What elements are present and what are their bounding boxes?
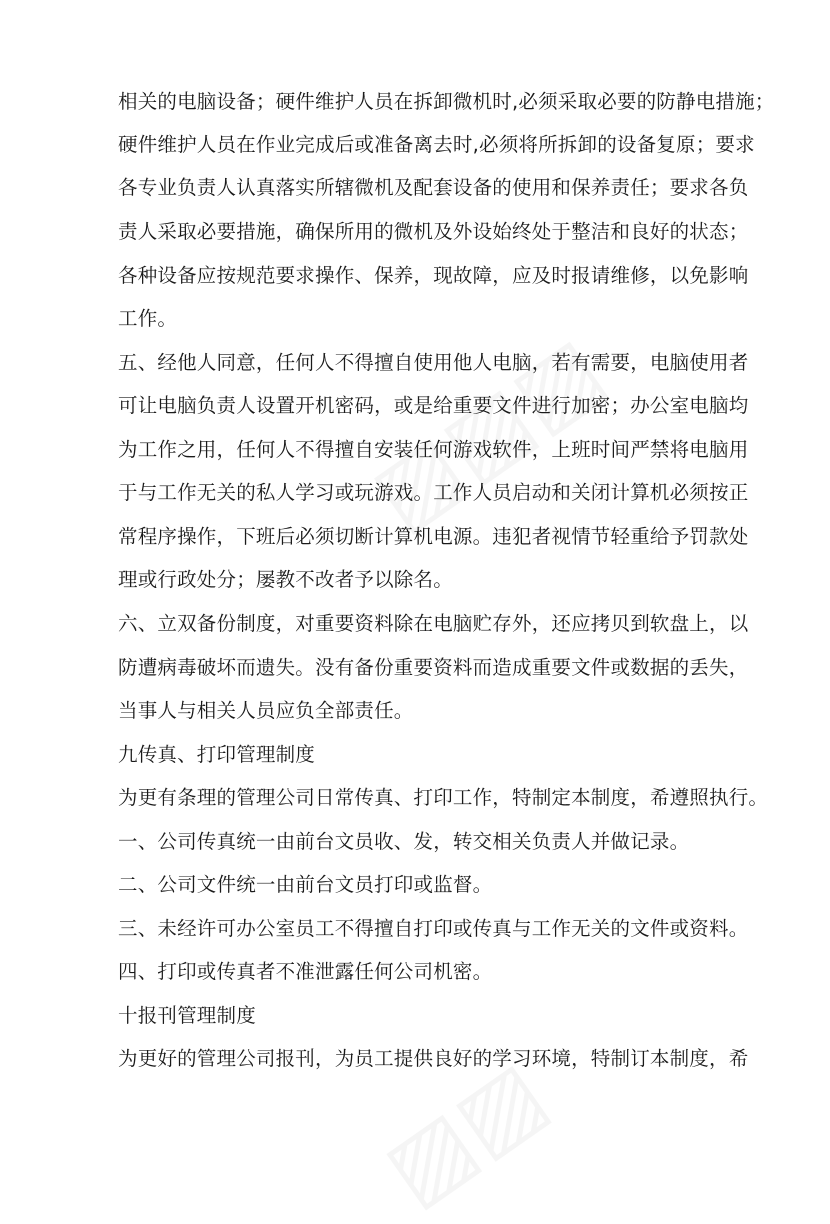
section-heading: 十报刊管理制度	[118, 1004, 256, 1027]
text-line: 可让电脑负责人设置开机密码，或是给重要文件进行加密；办公室电脑均	[118, 394, 749, 417]
text-line: 为更有条理的管理公司日常传真、打印工作，特制定本制度，希遵照执行。	[118, 786, 769, 809]
text-line: 硬件维护人员在作业完成后或准备离去时,必须将所拆卸的设备复原；要求	[118, 133, 755, 156]
text-line: 三、未经许可办公室员工不得擅自打印或传真与工作无关的文件或资料。	[118, 917, 749, 940]
text-line: 工作。	[118, 307, 178, 330]
text-line: 二、公司文件统一由前台文员打印或监督。	[118, 873, 493, 896]
text-line: 为工作之用，任何人不得擅自安装任何游戏软件，上班时间严禁将电脑用	[118, 438, 749, 461]
text-line: 五、经他人同意，任何人不得擅自使用他人电脑，若有需要，电脑使用者	[118, 351, 749, 374]
text-line: 一、公司传真统一由前台文员收、发，转交相关负责人并做记录。	[118, 830, 690, 853]
text-line: 四、打印或传真者不准泄露任何公司机密。	[118, 960, 493, 983]
text-line: 当事人与相关人员应负全部责任。	[118, 699, 414, 722]
text-line: 常程序操作，下班后必须切断计算机电源。违犯者视情节轻重给予罚款处	[118, 525, 749, 548]
text-line: 相关的电脑设备；硬件维护人员在拆卸微机时,必须采取必要的防静电措施；	[118, 90, 775, 113]
text-line: 各专业负责人认真落实所辖微机及配套设备的使用和保养责任；要求各负	[118, 176, 749, 199]
text-line: 为更好的管理公司报刊，为员工提供良好的学习环境，特制订本制度，希	[118, 1047, 749, 1070]
text-line: 于与工作无关的私人学习或玩游戏。工作人员启动和关闭计算机必须按正	[118, 481, 749, 504]
text-line: 防遭病毒破坏而遗失。没有备份重要资料而造成重要文件或数据的丢失，	[118, 656, 749, 679]
text-line: 六、立双备份制度，对重要资料除在电脑贮存外，还应拷贝到软盘上，以	[118, 612, 749, 635]
text-line: 各种设备应按规范要求操作、保养，现故障，应及时报请维修，以免影响	[118, 264, 749, 287]
section-heading: 九传真、打印管理制度	[118, 743, 316, 766]
text-line: 理或行政处分；屡教不改者予以除名。	[118, 568, 453, 591]
text-line: 责人采取必要措施，确保所用的微机及外设始终处于整洁和良好的状态；	[118, 220, 749, 243]
